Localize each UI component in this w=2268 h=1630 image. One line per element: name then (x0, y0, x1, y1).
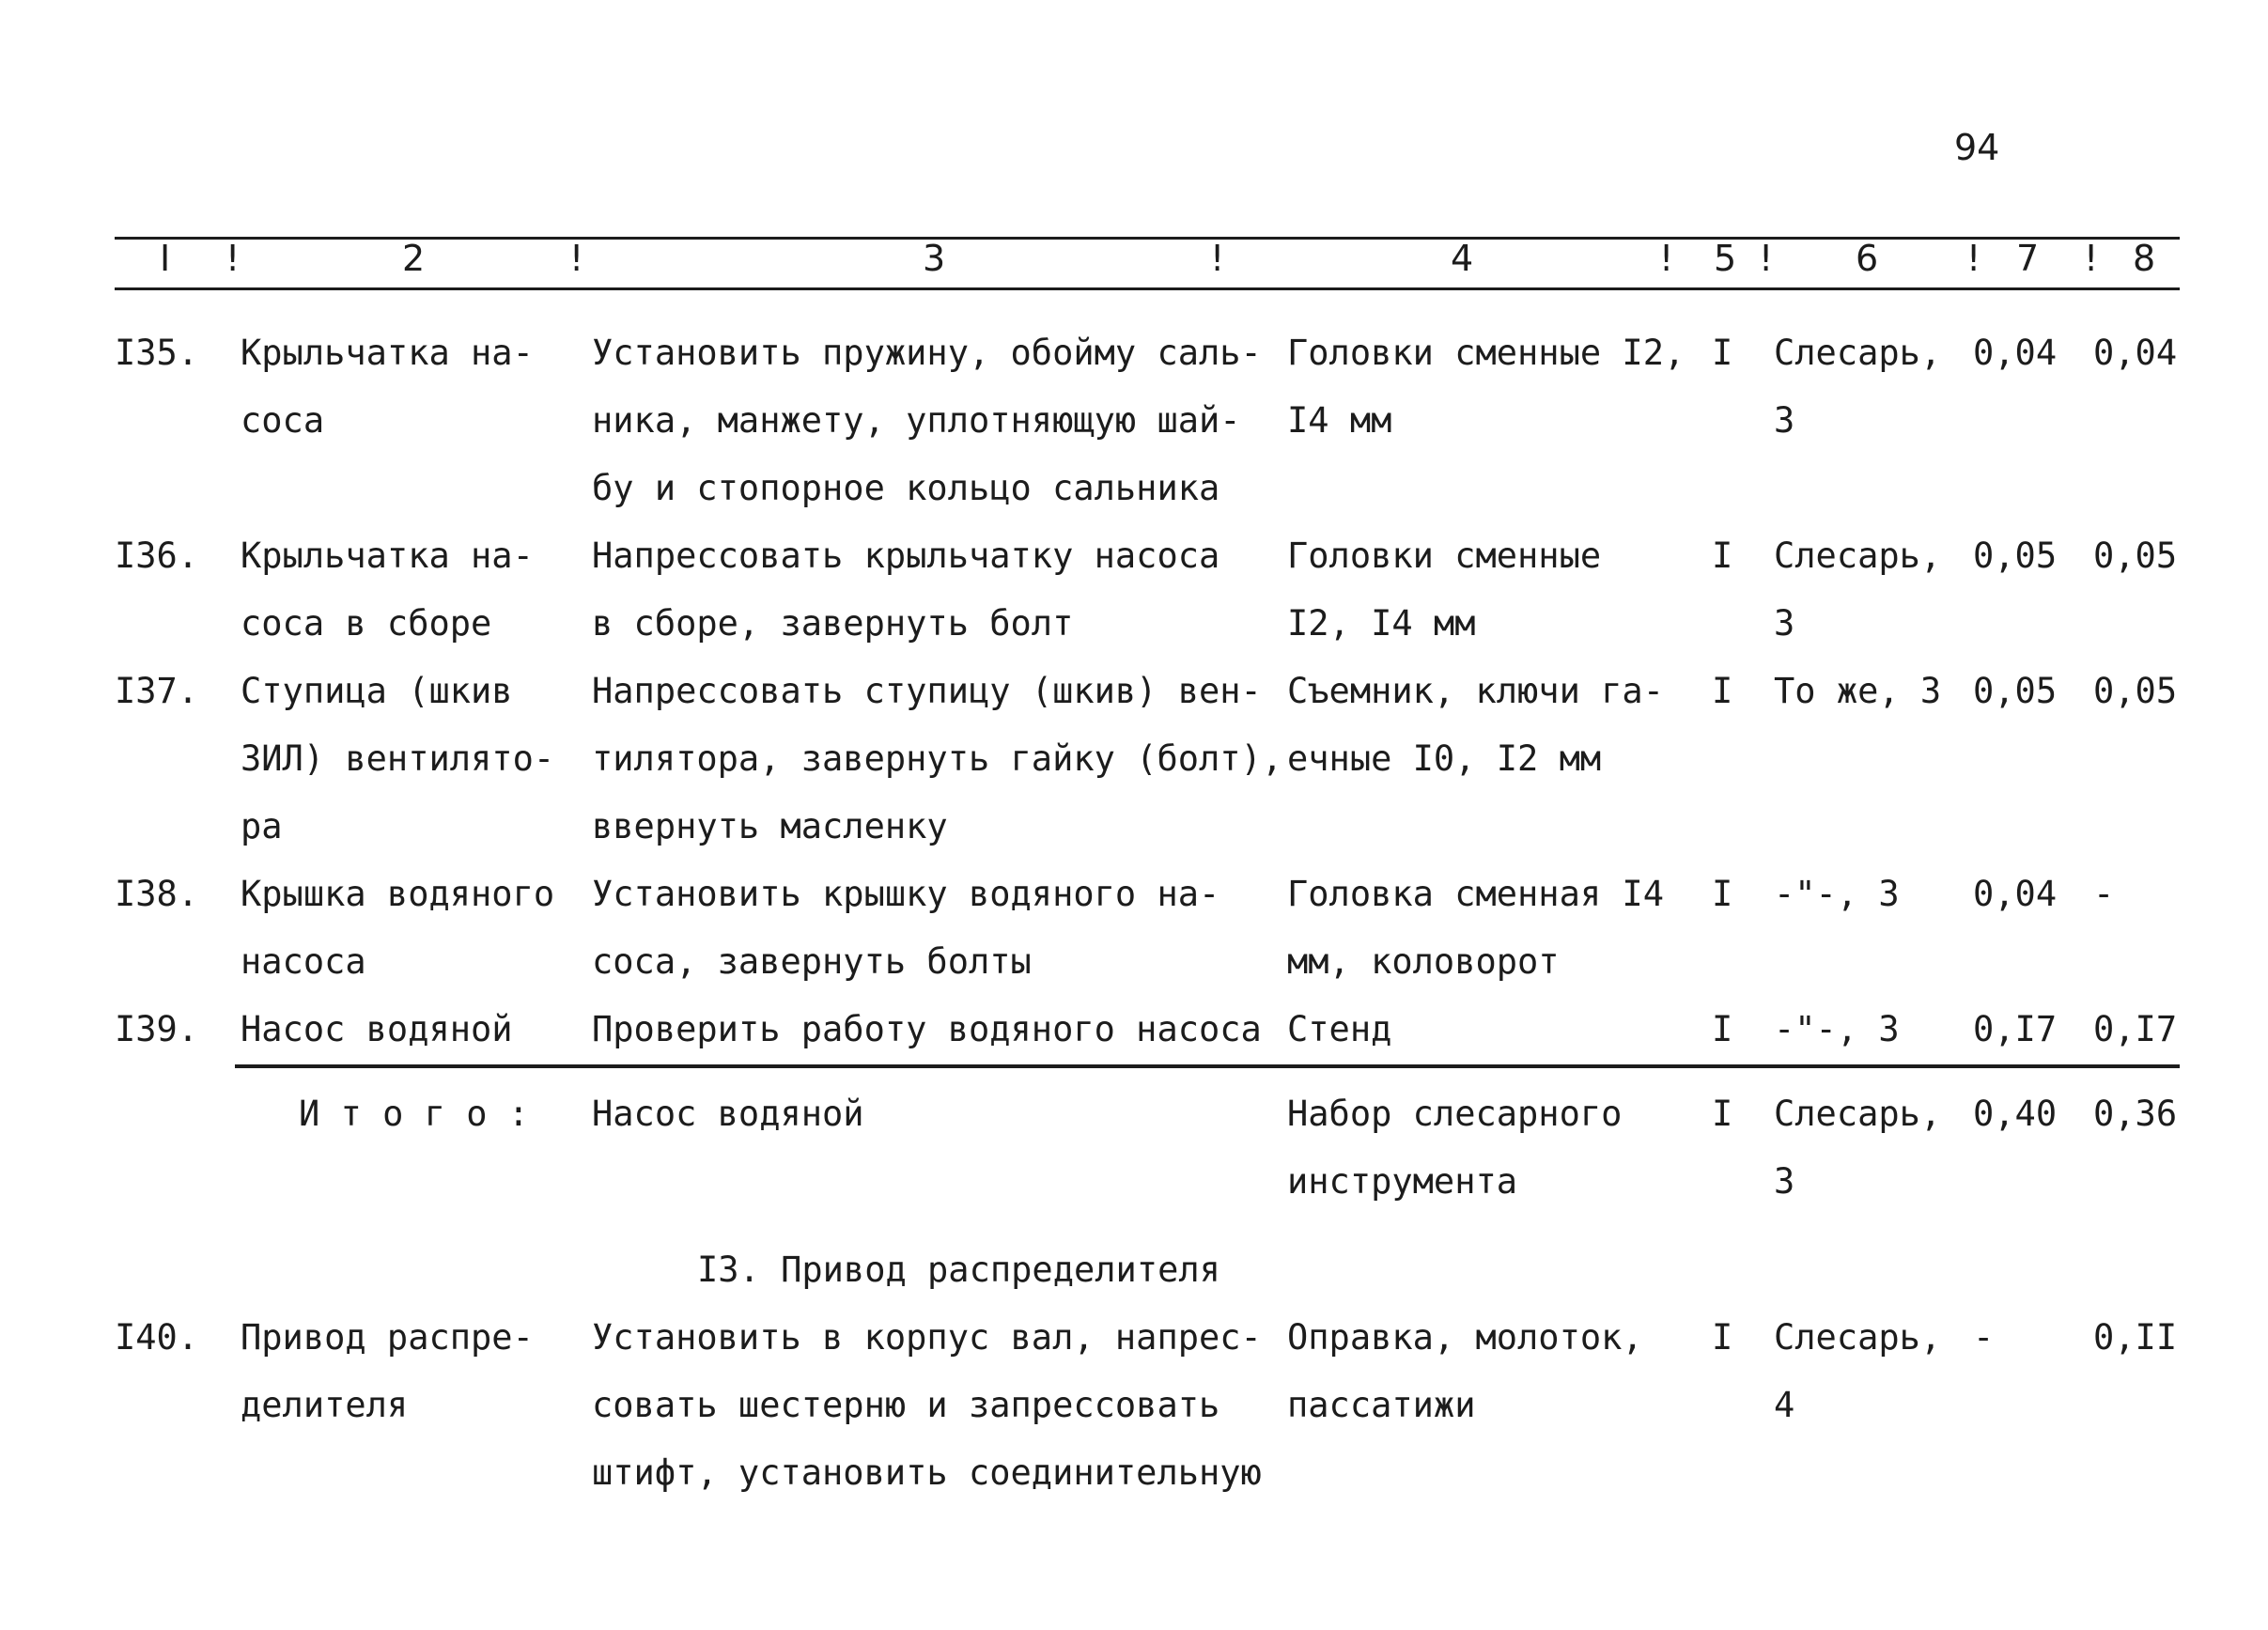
part-name: соса (241, 400, 325, 441)
operation-text: Установить крышку водяного на- (592, 874, 1220, 914)
header-separator: ! (1759, 238, 1774, 279)
quantity: I (1712, 1094, 1733, 1134)
header-separator: ! (1210, 238, 1225, 279)
operation-text: Проверить работу водяного насоса (592, 1009, 1262, 1049)
time-col-7: 0,04 (1973, 874, 2058, 914)
part-name: Крыльчатка на- (241, 536, 534, 576)
part-name: ЗИЛ) вентилято- (241, 738, 555, 779)
tools-text: Съемник, ключи га- (1287, 671, 1664, 711)
tools-text: Оправка, молоток, (1287, 1317, 1643, 1358)
tools-text: Стенд (1287, 1009, 1392, 1049)
tools-text: Головки сменные I2, (1287, 333, 1685, 373)
time-col-7: 0,05 (1973, 536, 2058, 576)
quantity: I (1712, 536, 1733, 576)
header-col-3: 3 (923, 238, 946, 279)
operation-text: Напрессовать ступицу (шкив) вен- (592, 671, 1262, 711)
time-col-8: 0,04 (2093, 333, 2178, 373)
time-col-7: 0,04 (1973, 333, 2058, 373)
operation-text: Установить пружину, обойму саль- (592, 333, 1262, 373)
worker-grade: 4 (1774, 1385, 1795, 1425)
header-col-7: 7 (2016, 238, 2040, 279)
operation-text: тилятора, завернуть гайку (болт), (592, 738, 1283, 779)
operation-text: Установить в корпус вал, напрес- (592, 1317, 1262, 1358)
part-name: делителя (241, 1385, 409, 1425)
quantity: I (1712, 1317, 1733, 1358)
operation-text: Напрессовать крыльчатку насоса (592, 536, 1220, 576)
operation-text: соса, завернуть болты (592, 941, 1032, 982)
tools-text: I2, I4 мм (1287, 603, 1476, 644)
time-col-8: 0,I7 (2093, 1009, 2178, 1049)
header-col-2: 2 (402, 238, 426, 279)
time-col-8: 0,05 (2093, 536, 2178, 576)
header-separator: ! (1966, 238, 1981, 279)
time-col-8: 0,II (2093, 1317, 2178, 1358)
header-separator: ! (225, 238, 241, 279)
row-number: I39. (115, 1009, 199, 1049)
quantity: I (1712, 1009, 1733, 1049)
worker-grade: 3 (1774, 400, 1795, 441)
worker: -"-, 3 (1774, 1009, 1900, 1049)
part-name: Привод распре- (241, 1317, 534, 1358)
operation-text: Насос водяной (592, 1094, 864, 1134)
tools-text: ечные I0, I2 мм (1287, 738, 1602, 779)
operation-text: ника, манжету, уплотняющую шай- (592, 400, 1241, 441)
worker: -"-, 3 (1774, 874, 1900, 914)
tools-text: Набор слесарного (1287, 1094, 1623, 1134)
operation-text: в сборе, завернуть болт (592, 603, 1074, 644)
part-name: насоса (241, 941, 366, 982)
header-separator: ! (569, 238, 584, 279)
part-name: соса в сборе (241, 603, 492, 644)
row-number: I37. (115, 671, 199, 711)
operation-text: бу и стопорное кольцо сальника (592, 468, 1220, 508)
quantity: I (1712, 333, 1733, 373)
tools-text: I4 мм (1287, 400, 1392, 441)
page-number: 94 (1954, 127, 2000, 168)
header-separator: ! (2084, 238, 2099, 279)
worker: То же, 3 (1774, 671, 1942, 711)
worker: Слесарь, (1774, 536, 1942, 576)
header-col-6: 6 (1856, 238, 1879, 279)
header-bottom-rule (115, 287, 2180, 290)
quantity: I (1712, 671, 1733, 711)
row-number: I40. (115, 1317, 199, 1358)
total-rule (235, 1064, 2180, 1068)
time-col-7: 0,05 (1973, 671, 2058, 711)
worker: Слесарь, (1774, 1317, 1942, 1358)
tools-text: Головка сменная I4 (1287, 874, 1664, 914)
time-col-7: 0,40 (1973, 1094, 2058, 1134)
time-col-7: - (1973, 1317, 1995, 1358)
operation-text: штифт, установить соединительную (592, 1452, 1262, 1493)
total-label: И т о г о : (299, 1094, 530, 1134)
worker: Слесарь, (1774, 1094, 1942, 1134)
operation-text: совать шестерню и запрессовать (592, 1385, 1220, 1425)
time-col-8: 0,36 (2093, 1094, 2178, 1134)
tools-text: мм, коловорот (1287, 941, 1560, 982)
time-col-8: - (2093, 874, 2115, 914)
part-name: ра (241, 806, 283, 846)
quantity: I (1712, 874, 1733, 914)
tools-text: инструмента (1287, 1161, 1518, 1202)
header-separator: ! (1659, 238, 1674, 279)
tools-text: пассатижи (1287, 1385, 1476, 1425)
worker-grade: 3 (1774, 1161, 1795, 1202)
worker: Слесарь, (1774, 333, 1942, 373)
time-col-8: 0,05 (2093, 671, 2178, 711)
part-name: Ступица (шкив (241, 671, 513, 711)
header-col-5: 5 (1714, 238, 1737, 279)
worker-grade: 3 (1774, 603, 1795, 644)
part-name: Крыльчатка на- (241, 333, 534, 373)
part-name: Насос водяной (241, 1009, 513, 1049)
header-col-4: 4 (1451, 238, 1474, 279)
tools-text: Головки сменные (1287, 536, 1602, 576)
row-number: I36. (115, 536, 199, 576)
operation-text: ввернуть масленку (592, 806, 948, 846)
header-col-1: I (160, 238, 171, 279)
section-title: I3. Привод распределителя (697, 1250, 1220, 1290)
row-number: I38. (115, 874, 199, 914)
row-number: I35. (115, 333, 199, 373)
time-col-7: 0,I7 (1973, 1009, 2058, 1049)
header-col-8: 8 (2133, 238, 2156, 279)
part-name: Крышка водяного (241, 874, 555, 914)
